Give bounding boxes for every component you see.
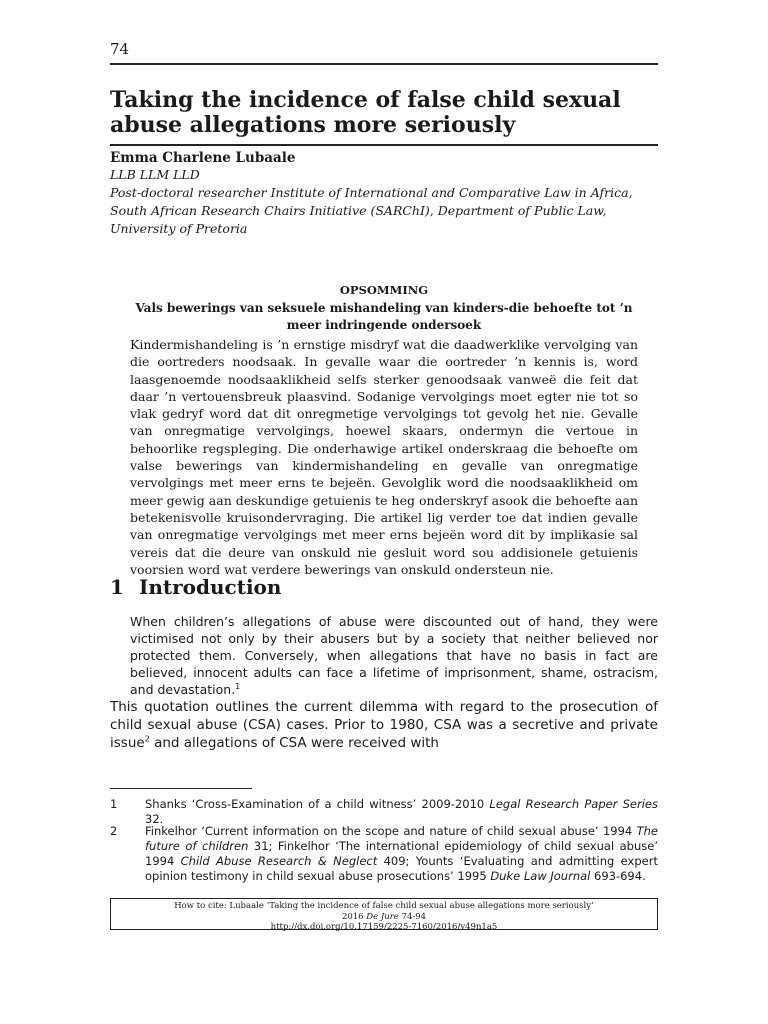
footnote-number: 2	[110, 824, 118, 838]
author-name: Emma Charlene Lubaale	[110, 150, 296, 166]
footnote-source-title: Duke Law Journal	[490, 869, 591, 883]
citation-journal	[111, 912, 657, 923]
footnote-text	[145, 824, 658, 884]
abstract-heading: OPSOMMING	[339, 283, 429, 297]
footnote-source-title: Child Abuse Research & Neglect	[180, 854, 378, 868]
citation-year: 2016	[341, 911, 367, 922]
footnote-source-title: Legal Research Paper Series	[489, 797, 658, 811]
quote-text: When children’s allegations of abuse were discounted out of hand, they were victimised not only by their abusers but by a society that neither believed nor protected them. Conversely, when allegations that have no basis in fact are believed, innocent adults can face a lifetime of imprisonment, shame, ostracism, and devastation.	[130, 614, 658, 697]
footnote-separator	[110, 788, 252, 789]
block-quote	[130, 613, 658, 698]
citation-pages: 74-94	[398, 911, 427, 922]
abstract-subheading: Vals bewerings van seksuele mishandeling van kinders-die behoefte tot ’n meer indringende ondersoek	[135, 301, 633, 332]
footnote-ref-2[interactable]: 2	[144, 734, 150, 744]
citation-journal-name: De Jure	[366, 911, 399, 922]
page-number: 74	[110, 40, 130, 58]
footnote-text-part: 32.	[145, 812, 164, 826]
citation-box	[110, 898, 658, 930]
author-affiliation: Post-doctoral researcher Institute of International and Comparative Law in Africa, South African Research Chairs Initiative (SARChI), Department of Public Law, University of Pretoria	[110, 185, 633, 236]
title-rule	[110, 144, 658, 146]
footnote-text-part: Shanks ‘Cross-Examination of a child witness’ 2009-2010	[145, 797, 490, 811]
header-rule	[110, 63, 658, 65]
footnote-text-part: 693-694.	[590, 869, 646, 883]
section-heading	[110, 575, 281, 599]
paragraph-text-1: This quotation outlines the current dilemma with regard to the prosecution of child sexual abuse (CSA) cases. Prior to 1980, CSA was a secretive and private issue	[110, 699, 658, 751]
section-number: 1	[110, 575, 124, 599]
footnote-text-part: 409; Younts ‘Evaluating and admitting expert opinion testimony in child sexual abuse prosecutions’ 1995	[145, 854, 658, 883]
footnote-ref-1[interactable]: 1	[235, 681, 241, 691]
body-paragraph	[110, 698, 658, 752]
paragraph-text-2: and allegations of CSA were received with	[149, 735, 439, 751]
footnote-text-part: 31; Finkelhor ‘The international epidemiology of child sexual abuse’ 1994	[145, 839, 658, 868]
abstract-body: Kindermishandeling is ’n ernstige misdryf wat die daadwerklike vervolging van die oortreders noodsaak. In gevalle waar die oortreder ’n kennis is, word laasgenoemde noodsaaklikheid selfs sterker genoodsaak vanweë die feit dat daar ’n vertouensbreuk plaasvind. Sodanige vervolgings moet egter nie tot so vlak gedryf word dat dit onregmetige vervolgings tot gevolg het nie. Gevalle van onregmatige vervolgings, hoewel skaars, ondermyn die vertoue in behoorlike regspleging. Die onderhawige artikel onderskraag die behoefte om valse bewerings van kindermishandeling en gevalle van onregmatige vervolgings met meer erns te bejeën. Gevolglik word die noodsaaklikheid om meer gewig aan deskundige getuienis te heg onderskryf asook die behoefte aan betekenisvolle kruisondervraging. Die artikel lig verder toe dat indien gevalle van onregmatige vervolgings met meer erns bejeën word dit by implikasie sal vereis dat die deure van onskuld nie gesluit word sou addisionele getuienis voorsien word wat verdere bewerings van onskuld ondersteun nie.	[130, 337, 638, 577]
citation-doi-link[interactable]: http://dx.doi.org/10.17159/2225-7160/2016/v49n1a5	[270, 922, 498, 932]
article-title: Taking the incidence of false child sexual abuse allegations more seriously	[110, 87, 621, 138]
footnote-number: 1	[110, 797, 118, 811]
footnote-text	[145, 797, 658, 827]
footnote-text-part: Finkelhor ‘Current information on the scope and nature of child sexual abuse’ 1994	[145, 824, 637, 838]
citation-line: How to cite: Lubaale ‘Taking the incidence of false child sexual abuse allegations more seriously’	[174, 901, 594, 911]
footnote-source-title: The future of children	[145, 824, 658, 853]
section-title: Introduction	[139, 575, 282, 599]
author-degrees: LLB LLM LLD	[110, 167, 200, 182]
